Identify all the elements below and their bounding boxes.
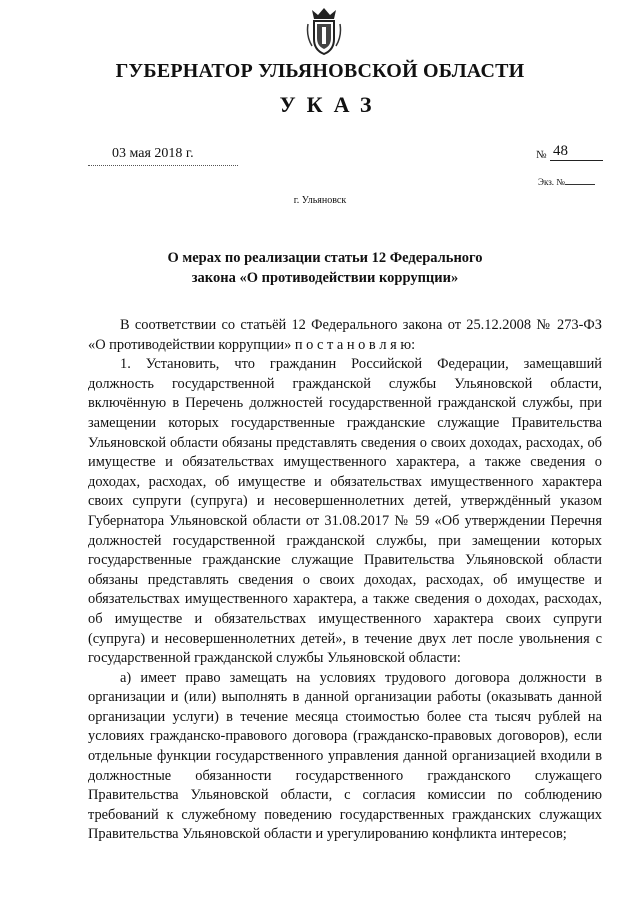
coat-of-arms-icon <box>306 6 342 56</box>
issuing-authority: ГУБЕРНАТОР УЛЬЯНОВСКОЙ ОБЛАСТИ <box>115 60 525 82</box>
subject-line-1: О мерах по реализации статьи 12 Федерального <box>167 250 483 266</box>
number-value: 48 <box>550 143 603 161</box>
copy-label: Экз. № <box>538 177 565 187</box>
city: г. Ульяновск <box>293 195 347 206</box>
copy-number <box>538 177 595 187</box>
document-type: УКАЗ <box>279 92 383 117</box>
number-sign: № <box>536 149 547 161</box>
subject-line-2: закона «О противодействии коррупции» <box>191 270 459 286</box>
point-1-paragraph: 1. Установить, что гражданин Российской Федерации, замещавший должность государственной гражданской службы Ульяновской области, включённую в Перечень должностей государственной гражданской службы, при замещении которых государственные гражданские служащие Правительства Ульяновской области обязаны представлять сведения о своих доходах, расходах, об имуществе и обязательствах имущественного характера, а также сведения о доходах, расходах, об имуществе и обязательствах имущественного характера своих супруги (супруга) и несовершеннолетних детей, утверждённый указом Губернатора Ульяновской области от 31.08.2017 № 59 «Об утверждении Перечня должностей государственной гражданской службы, при замещении которых государственные гражданские служащие Правительства Ульяновской области обязаны представлять сведения о своих доходах, расходах, об имуществе и обязательствах имущественного характера, а также сведения о доходах, расходах, об имуществе и обязательствах имущественного характера своих супруги (супруга) и несовершеннолетних детей», в течение двух лет после увольнения с государственной гражданской службы Ульяновской области: <box>88 356 602 667</box>
decree-body <box>88 316 602 845</box>
copy-underline <box>565 184 595 185</box>
point-1a-paragraph: а) имеет право замещать на условиях трудового договора должности в организации и (или) выполнять в данной организации работы (оказывать данной организации услуги) в течение месяца стоимостью более ста тысяч рублей на условиях гражданско-правового договора (гражданско-правовых договоров), если отдельные функции государственного управления данной организацией входили в должностные обязанности государственного гражданского служащего Правительства Ульяновской области, с согласия комиссии по соблюдению требований к служебному поведению государственных гражданских служащих Правительства Ульяновской области и урегулированию конфликта интересов; <box>88 669 602 843</box>
date-underline <box>88 165 238 166</box>
decree-subject <box>130 248 520 288</box>
document-date: 03 мая 2018 г. <box>112 146 194 161</box>
intro-paragraph: В соответствии со статьёй 12 Федерального закона от 25.12.2008 № 273-ФЗ «О противодействии коррупции» п о с т а н о в л я ю: <box>88 317 602 353</box>
document-number <box>536 143 603 161</box>
